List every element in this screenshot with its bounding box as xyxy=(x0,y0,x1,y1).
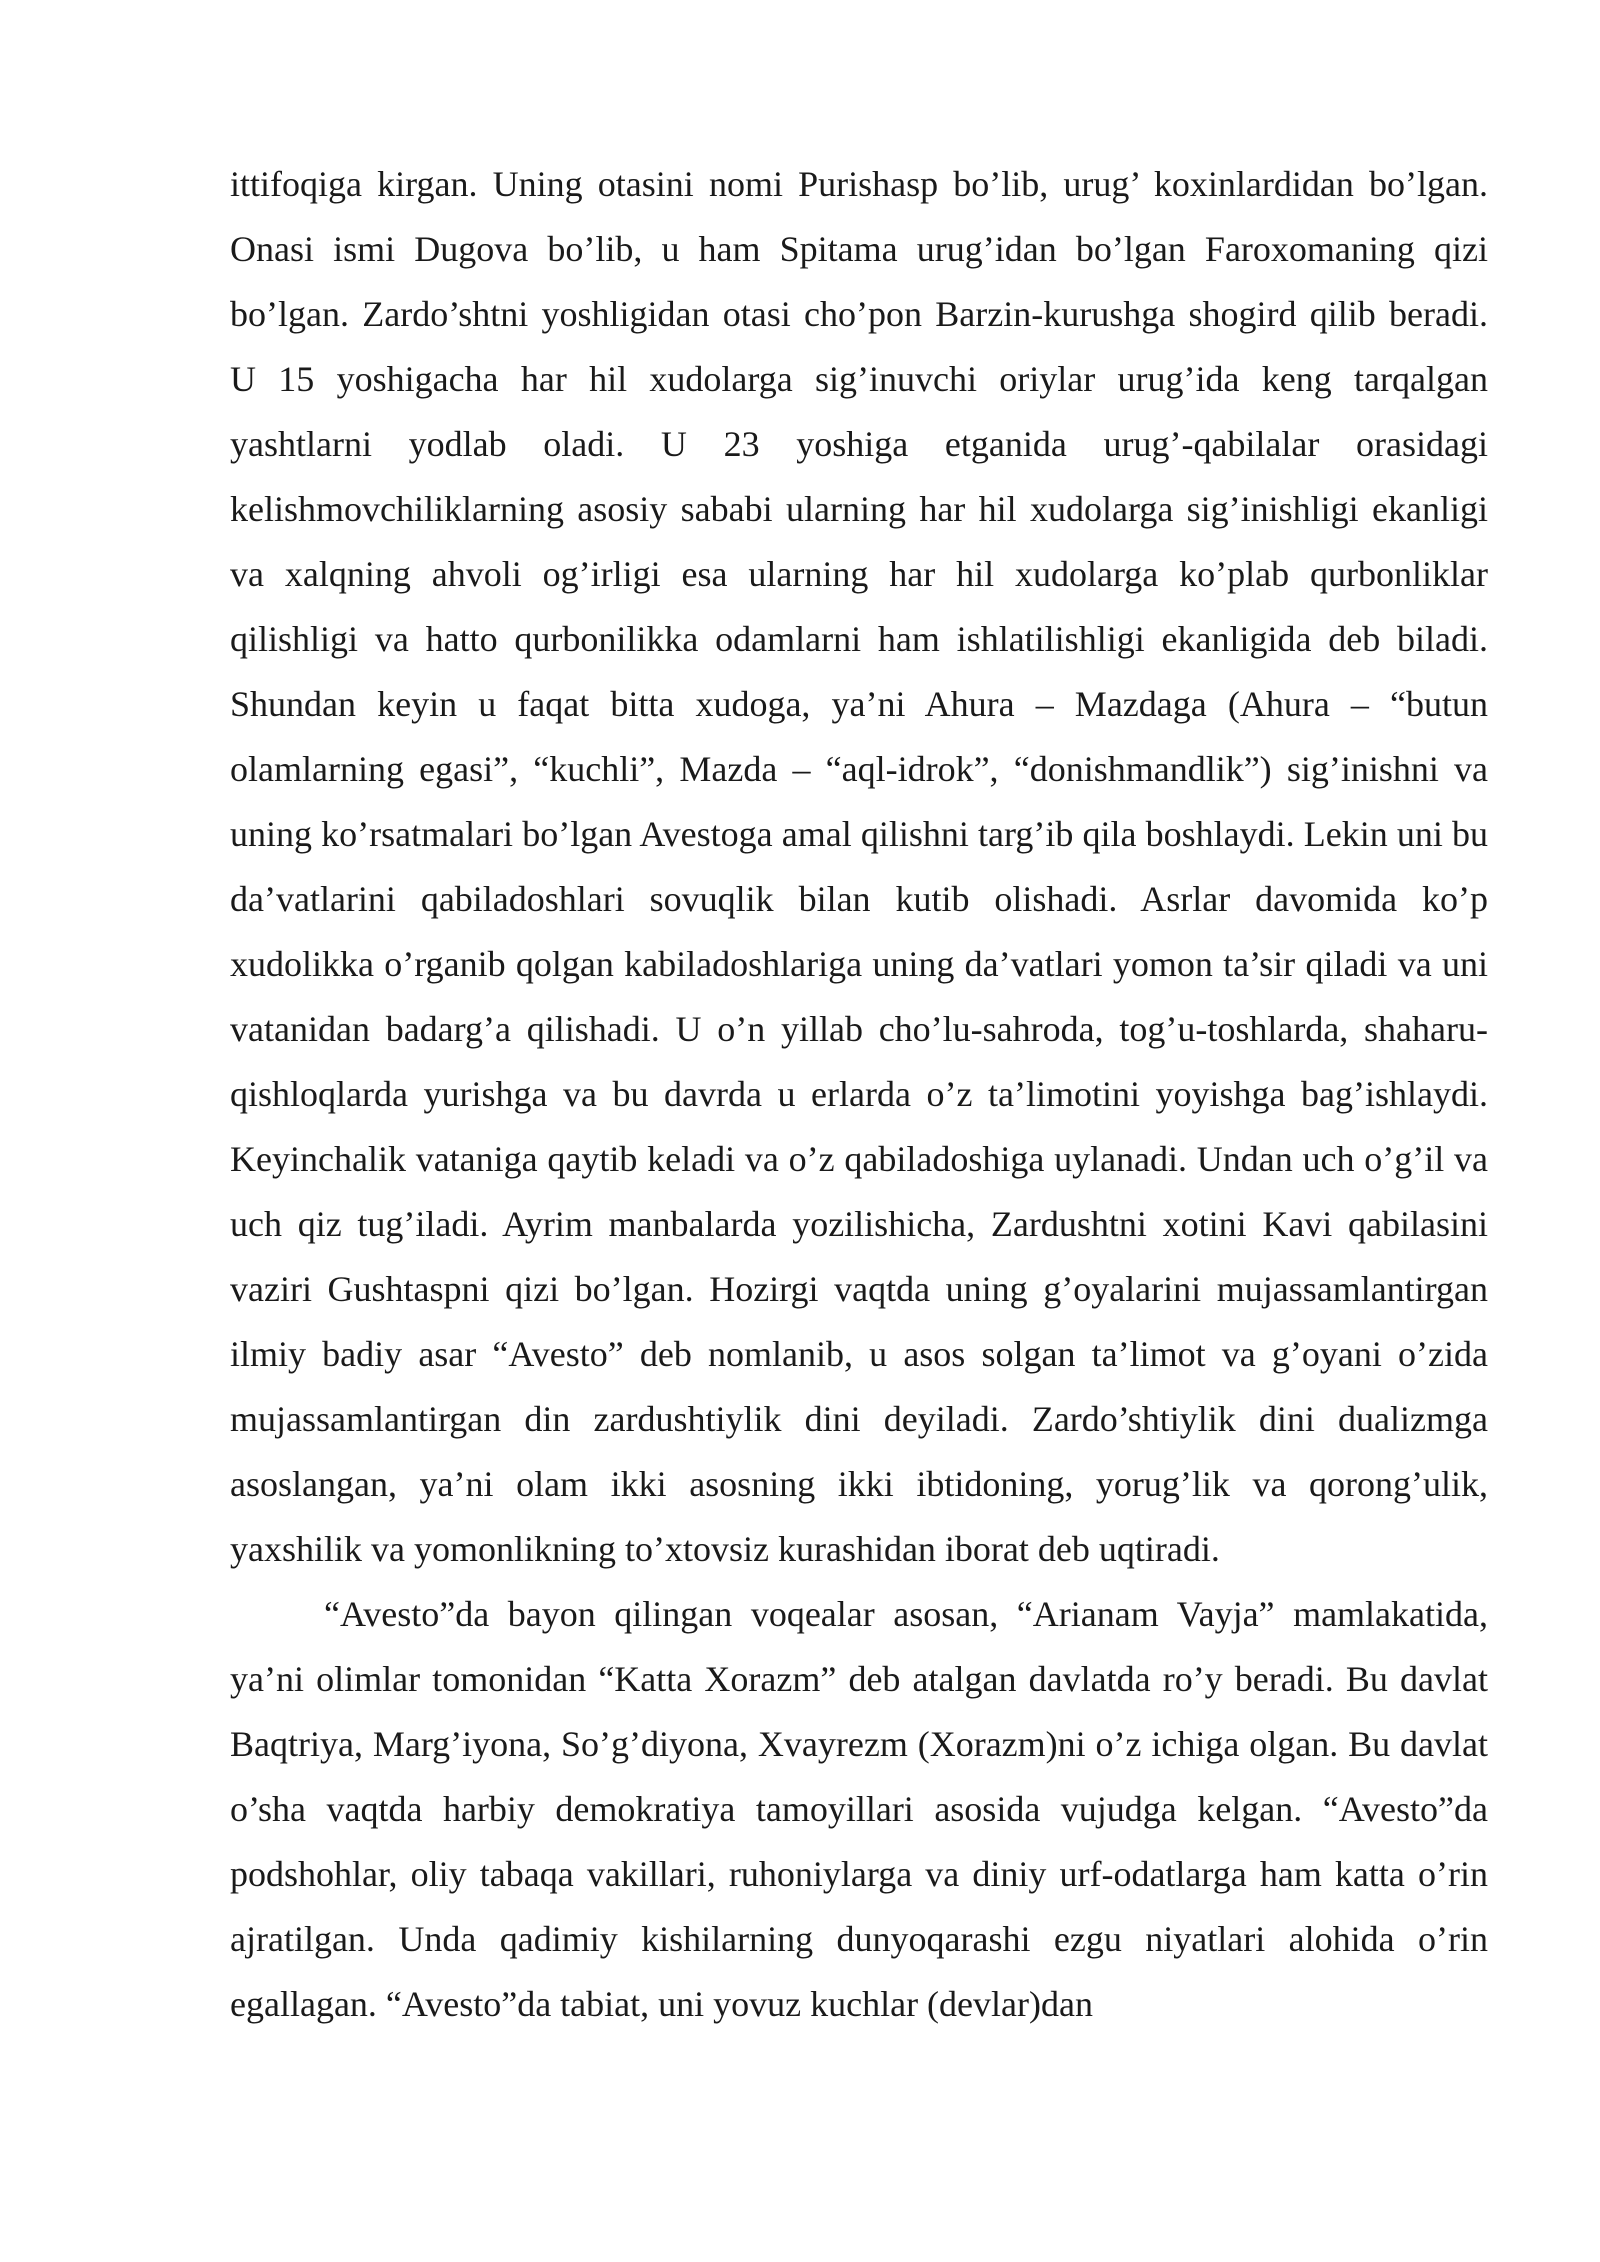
body-text xyxy=(230,152,1488,2037)
paragraph-1: ittifoqiga kirgan. Uning otasini nomi Purishasp bo’lib, urug’ koxinlardidan bo’lgan. Onasi ismi Dugova bo’lib, u ham Spitama urug’idan bo’lgan Faroxomaning qizi bo’lgan. Zardo’shtni yoshligidan otasi cho’pon Barzin-kurushga shogird qilib beradi. U 15 yoshigacha har hil xudolarga sig’inuvchi oriylar urug’ida keng tarqalgan yashtlarni yodlab oladi. U 23 yoshiga etganida urug’-qabilalar orasidagi kelishmovchiliklarning asosiy sababi ularning har hil xudolarga sig’inishligi ekanligi va xalqning ahvoli og’irligi esa ularning har hil xudolarga ko’plab qurbonliklar qilishligi va hatto qurbonilikka odamlarni ham ishlatilishligi ekanligida deb biladi. Shundan keyin u faqat bitta xudoga, ya’ni Ahura – Mazdaga (Ahura – “butun olamlarning egasi”, “kuchli”, Mazda – “aql-idrok”, “donishmandlik”) sig’inishni va uning ko’rsatmalari bo’lgan Avestoga amal qilishni targ’ib qila boshlaydi. Lekin uni bu da’vatlarini qabiladoshlari sovuqlik bilan kutib olishadi. Asrlar davomida ko’p xudolikka o’rganib qolgan kabiladoshlariga uning da’vatlari yomon ta’sir qiladi va uni vatanidan badarg’a qilishadi. U o’n yillab cho’lu-sahroda, tog’u-toshlarda, shaharu-qishloqlarda yurishga va bu davrda u erlarda o’z ta’limotini yoyishga bag’ishlaydi. Keyinchalik vataniga qaytib keladi va o’z qabiladoshiga uylanadi. Undan uch o’g’il va uch qiz tug’iladi. Ayrim manbalarda yozilishicha, Zardushtni xotini Kavi qabilasini vaziri Gushtaspni qizi bo’lgan. Hozirgi vaqtda uning g’oyalarini mujassamlantirgan ilmiy badiy asar “Avesto” deb nomlanib, u asos solgan ta’limot va g’oyani o’zida mujassamlantirgan din zardushtiylik dini deyiladi. Zardo’shtiylik dini dualizmga asoslangan, ya’ni olam ikki asosning ikki ibtidoning, yorug’lik va qorong’ulik, yaxshilik va yomonlikning to’xtovsiz kurashidan iborat deb uqtiradi. xyxy=(230,164,1488,1569)
paragraph-2: “Avesto”da bayon qilingan voqealar asosan, “Arianam Vayja” mamlakatida, ya’ni olimlar tomonidan “Katta Xorazm” deb atalgan davlatda ro’y beradi. Bu davlat Baqtriya, Marg’iyona, So’g’diyona, Xvayrezm (Xorazm)ni o’z ichiga olgan. Bu davlat o’sha vaqtda harbiy demokratiya tamoyillari asosida vujudga kelgan. “Avesto”da podshohlar, oliy tabaqa vakillari, ruhoniylarga va diniy urf-odatlarga ham katta o’rin ajratilgan. Unda qadimiy kishilarning dunyoqarashi ezgu niyatlari alohida o’rin egallagan. “Avesto”da tabiat, uni yovuz kuchlar (devlar)dan xyxy=(230,1594,1488,2024)
